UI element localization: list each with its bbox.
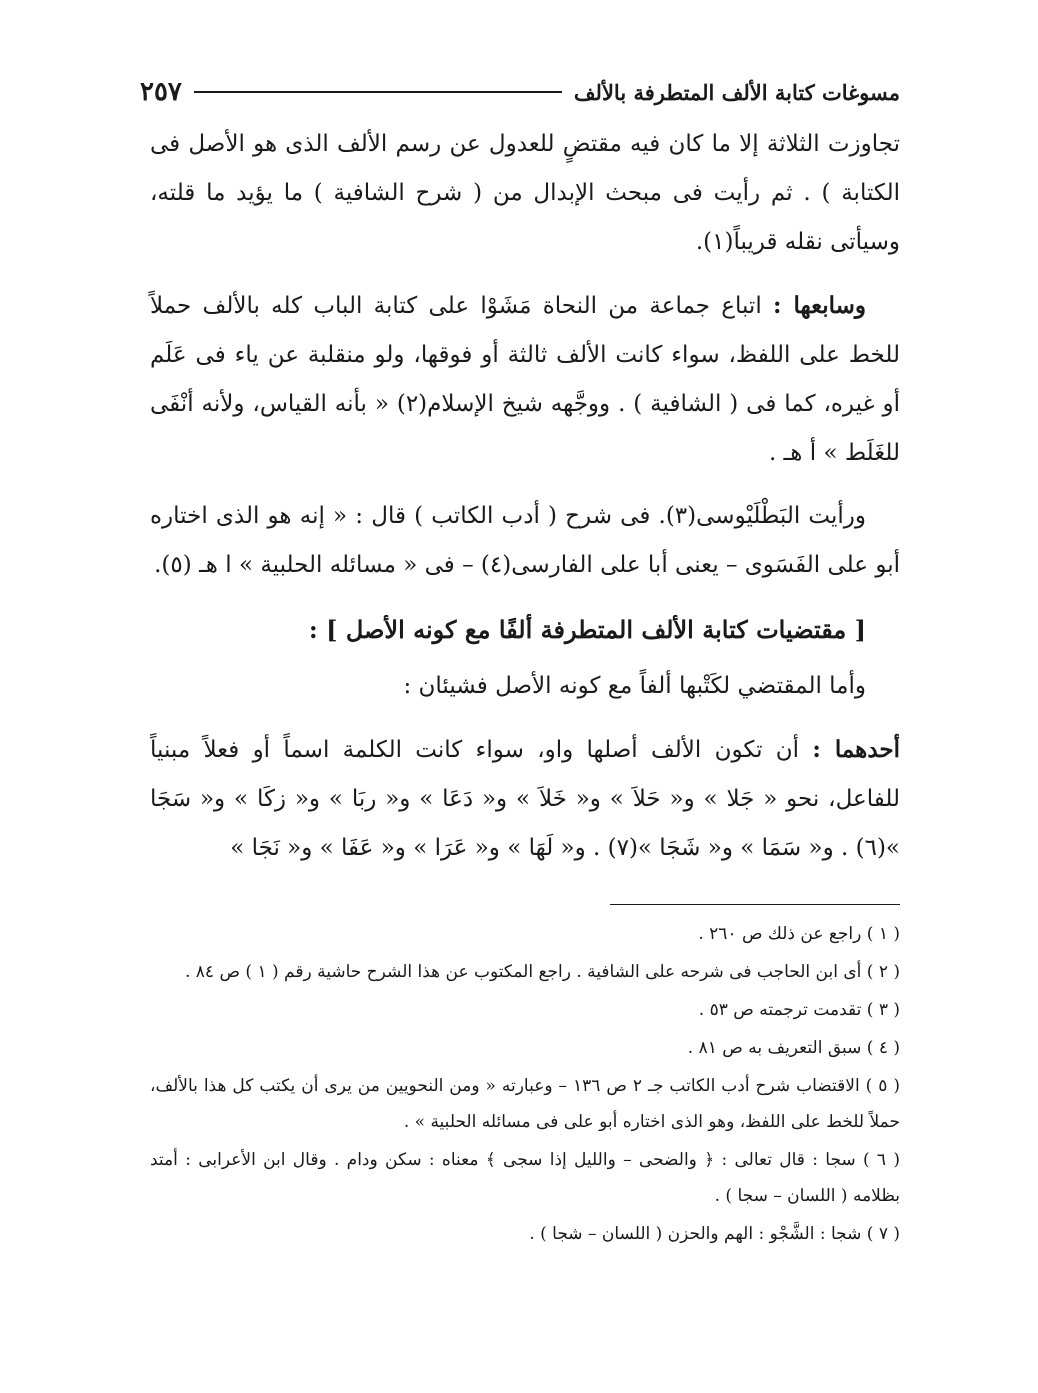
paragraph-2-text: اتباع جماعة من النحاة مَشَوْا على كتابة الباب كله بالألف حملاً للخط على اللفظ، سواء كانت الألف ثالثة أو فوقها، ولو منقلبة عن ياء فى عَلَم أو غيره، كما فى ( الشافية ) . ووجَّهه شيخ الإسلام(٢) « بأنه القياس، ولأنه أنْفَى للغَلَط » أ هـ . bbox=[150, 293, 900, 466]
footnote-5: ( ٥ ) الاقتضاب شرح أدب الكاتب جـ ٢ ص ١٣٦ – وعبارته « ومن النحويين من يرى أن يكتب كل هذا بالألف، حملاً للخط على اللفظ، وهو الذى اختاره أبو على فى مسائله الحلبية » . bbox=[150, 1076, 900, 1132]
footnote-separator bbox=[610, 904, 900, 905]
footnote-3: ( ٣ ) تقدمت ترجمته ص ٥٣ . bbox=[698, 1000, 900, 1020]
paragraph-5 bbox=[150, 725, 900, 873]
paragraph-5-lead: أحدهما : bbox=[812, 736, 900, 763]
footnote-1: ( ١ ) راجع عن ذلك ص ٢٦٠ . bbox=[698, 924, 900, 944]
paragraph-2 bbox=[150, 281, 900, 478]
page-number: ٢٥٧ bbox=[140, 77, 182, 107]
paragraph-5-text: أن تكون الألف أصلها واو، سواء كانت الكلمة اسماً أو فعلاً مبنياً للفاعل، نحو « جَلا » و« حَلاَ » و« خَلاَ » و« دَعَا » و« ربَا » و« زكَا » و« سَجَا »(٦) . و« سَمَا » و« شَجَا »(٧) . و« لَهَا » و« عَرَا » و« عَفَا » و« نَجَا » bbox=[150, 737, 900, 861]
header-title: مسوغات كتابة الألف المتطرفة بالألف bbox=[573, 79, 900, 105]
body-text bbox=[150, 120, 900, 887]
section-heading: [ مقتضيات كتابة الألف المتطرفة ألفًا مع كونه الأصل ] : bbox=[308, 615, 866, 644]
paragraph-3: ورأيت البَطْلَيْوسى(٣). فى شرح ( أدب الكاتب ) قال : « إنه هو الذى اختاره أبو على الفَسَوى – يعنى أبا على الفارسى(٤) – فى « مسائله الحلبية » ا هـ (٥). bbox=[150, 503, 900, 578]
footnote-2: ( ٢ ) أى ابن الحاجب فى شرحه على الشافية . راجع المكتوب عن هذا الشرح حاشية رقم ( ١ ) ص ٨٤ . bbox=[184, 962, 900, 982]
footnote-7: ( ٧ ) شجا : الشَّجْو : الهم والحزن ( اللسان – شجا ) . bbox=[529, 1224, 900, 1244]
footnote-6: ( ٦ ) سجا : قال تعالى : ﴿ والضحى – والليل إذا سجى ﴾ معناه : سكن ودام . وقال ابن الأعرابى : أمتد بظلامه ( اللسان – سجا ) . bbox=[150, 1150, 901, 1206]
paragraph-2-lead: وسابعها : bbox=[773, 292, 866, 319]
footnotes bbox=[150, 916, 900, 1254]
footnote-4: ( ٤ ) سبق التعريف به ص ٨١ . bbox=[687, 1038, 900, 1058]
paragraph-4: وأما المقتضي لكَتْبها ألفاً مع كونه الأصل فشيئان : bbox=[403, 673, 866, 699]
paragraph-1: تجاوزت الثلاثة إلا ما كان فيه مقتضٍ للعدول عن رسم الألف الذى هو الأصل فى الكتابة ) . ثم رأيت فى مبحث الإبدال من ( شرح الشافية ) ما يؤيد ما قلته، وسيأتى نقله قريباً(١). bbox=[150, 131, 900, 255]
header-rule bbox=[194, 91, 562, 93]
running-header bbox=[140, 72, 900, 112]
